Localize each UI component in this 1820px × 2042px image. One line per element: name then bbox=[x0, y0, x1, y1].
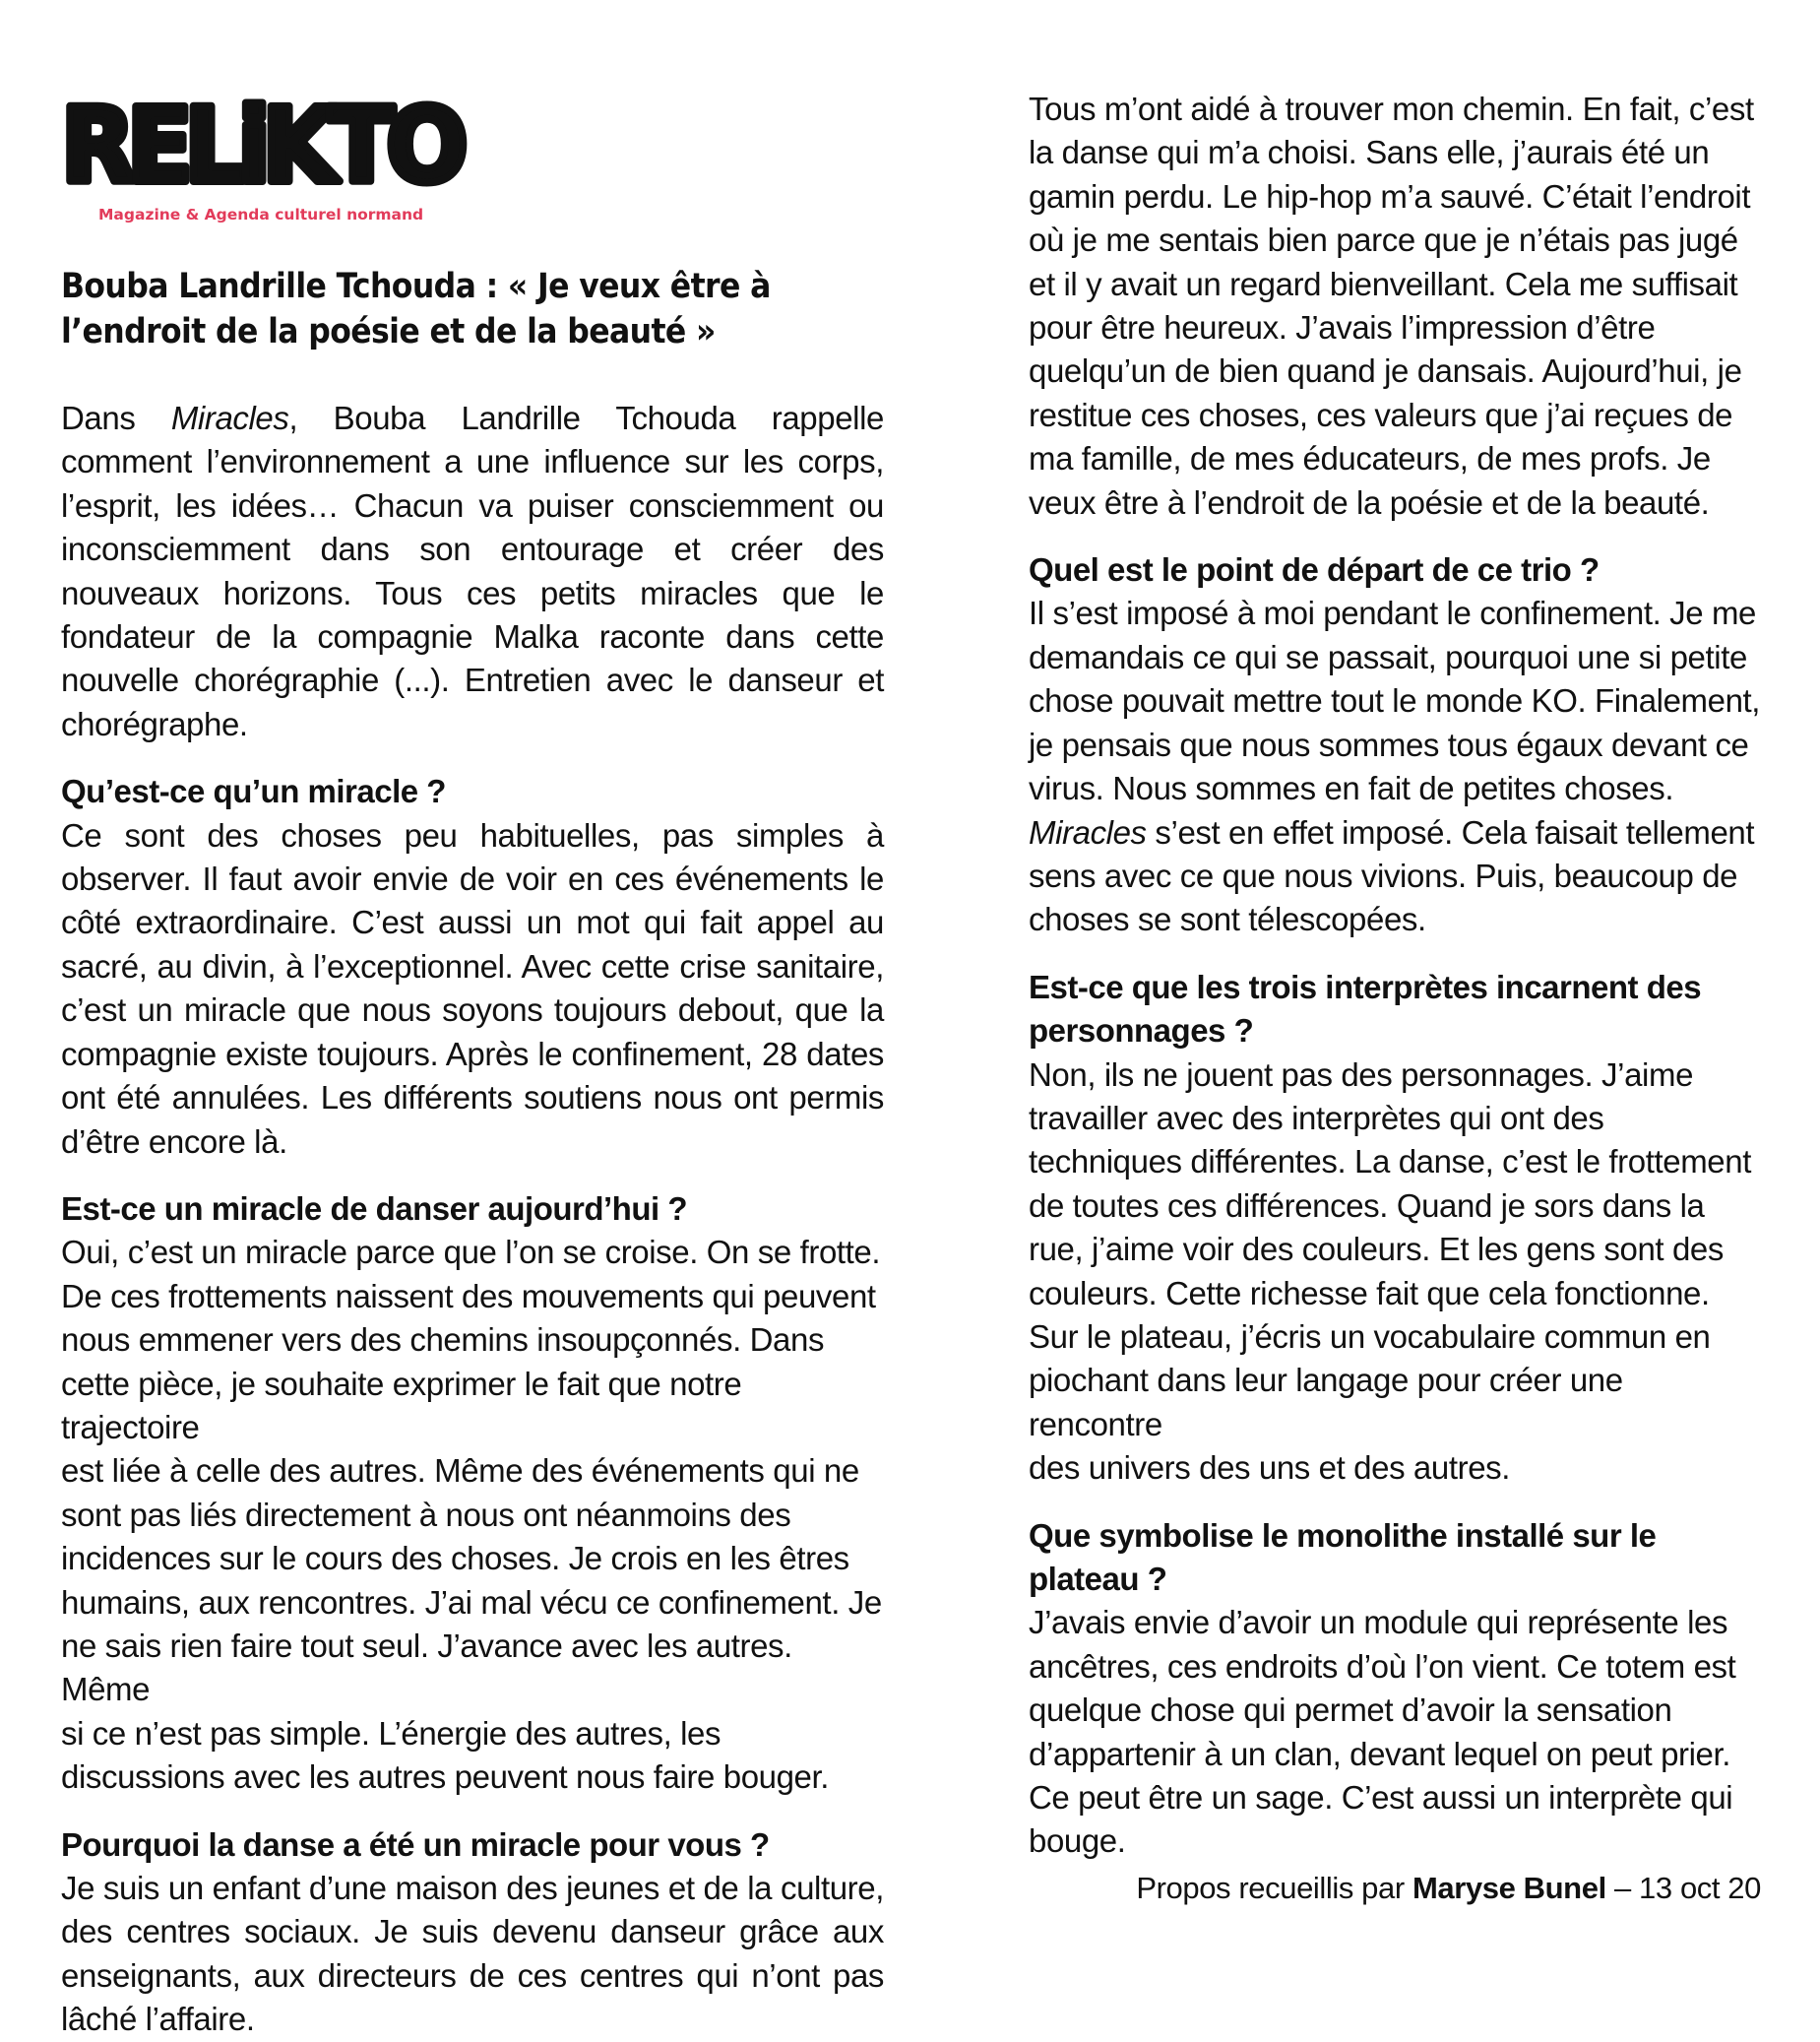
answer-2-line: De ces frottements naissent des mouvements qui peuvent bbox=[61, 1277, 876, 1314]
answer-3-line: ma famille, de mes éducateurs, de mes profs. Je bbox=[1029, 440, 1711, 478]
question-2: Est-ce un miracle de danser aujourd’hui ? bbox=[61, 1189, 687, 1227]
answer-3-part-2 bbox=[1029, 88, 1762, 525]
answer-2-line: discussions avec les autres peuvent nous faire bouger. bbox=[61, 1758, 830, 1796]
answer-4-line: demandais ce qui se passait, pourquoi une si petite bbox=[1029, 638, 1747, 675]
answer-5-line: travailler avec des interprètes qui ont des bbox=[1029, 1099, 1604, 1136]
question-3: Pourquoi la danse a été un miracle pour vous ? bbox=[61, 1825, 770, 1863]
question-5-line: personnages ? bbox=[1029, 1012, 1254, 1050]
question-6-line: Que symbolise le monolithe installé sur le bbox=[1029, 1516, 1657, 1554]
answer-5-line: Sur le plateau, j’écris un vocabulaire commun en bbox=[1029, 1317, 1711, 1355]
answer-2-line: si ce n’est pas simple. L’énergie des autres, les bbox=[61, 1714, 722, 1752]
credit-author: Maryse Bunel bbox=[1412, 1871, 1606, 1905]
answer-5-line: de toutes ces différences. Quand je sors dans la bbox=[1029, 1186, 1705, 1224]
answer-4-work-title: Miracles bbox=[1029, 813, 1147, 851]
answer-5-line: Non, ils ne jouent pas des personnages. J’aime bbox=[1029, 1055, 1694, 1093]
answer-2-line: incidences sur le cours des choses. Je crois en les êtres bbox=[61, 1540, 849, 1577]
answer-5-line: rue, j’aime voir des couleurs. Et les gens sont des bbox=[1029, 1231, 1724, 1268]
answer-6-line: quelque chose qui permet d’avoir la sensation bbox=[1029, 1691, 1672, 1729]
answer-6-line: J’avais envie d’avoir un module qui représente les bbox=[1029, 1604, 1728, 1641]
credit-prefix: Propos recueillis par bbox=[1136, 1871, 1412, 1905]
left-column bbox=[61, 397, 884, 2042]
question-6 bbox=[1029, 1514, 1762, 1602]
answer-4-line: choses se sont télescopées. bbox=[1029, 901, 1426, 938]
title-line-1: Bouba Landrille Tchouda : « Je veux être à bbox=[61, 267, 771, 306]
answer-2-line: est liée à celle des autres. Même des événements qui ne bbox=[61, 1452, 859, 1490]
answer-2-line: ne sais rien faire tout seul. J’avance avec les autres. Même bbox=[61, 1627, 792, 1708]
question-1: Qu’est-ce qu’un miracle ? bbox=[61, 773, 446, 810]
intro-text-start: Dans bbox=[61, 400, 171, 436]
intro-paragraph bbox=[61, 397, 884, 746]
answer-4-line bbox=[1029, 811, 1762, 855]
question-5 bbox=[1029, 966, 1762, 1053]
answer-5-line: techniques différentes. La danse, c’est le frottement bbox=[1029, 1143, 1751, 1181]
intro-work-title: Miracles bbox=[170, 400, 289, 436]
intro-text-rest: , Bouba Landrille Tchouda rappelle comment l’environnement a une influence sur les corps, l’esprit, les idées… Chacun va puiser consciemment ou inconsciemment dans son entourage et créer des nouveaux horizons. Tous ces petits miracles que le fondateur de la compagnie Malka raconte dans cette nouvelle chorégraphie (...). Entretien avec le danseur et chorégraphe. bbox=[61, 400, 884, 742]
answer-2-line: humains, aux rencontres. J’ai mal vécu ce confinement. Je bbox=[61, 1583, 882, 1621]
answer-2-line: Oui, c’est un miracle parce que l’on se croise. On se frotte. bbox=[61, 1234, 881, 1271]
answer-4-line: virus. Nous sommes en fait de petites choses. bbox=[1029, 770, 1674, 807]
relikto-wordmark bbox=[61, 77, 474, 205]
answer-5 bbox=[1029, 1053, 1762, 1491]
credit-date: – 13 oct 20 bbox=[1605, 1871, 1761, 1905]
wordmark-text: RELiKTO bbox=[61, 86, 465, 205]
question-4: Quel est le point de départ de ce trio ? bbox=[1029, 551, 1600, 589]
answer-2 bbox=[61, 1231, 884, 1799]
answer-3-line: restitue ces choses, ces valeurs que j’ai reçues de bbox=[1029, 396, 1733, 433]
question-6-line: plateau ? bbox=[1029, 1561, 1167, 1597]
answer-6-line: bouge. bbox=[1029, 1822, 1126, 1860]
answer-3-line: veux être à l’endroit de la poésie et de la beauté. bbox=[1029, 483, 1710, 521]
answer-5-line: couleurs. Cette richesse fait que cela fonctionne. bbox=[1029, 1274, 1710, 1311]
article-credit bbox=[1136, 1869, 1761, 1908]
answer-2-line: sont pas liés directement à nous ont néanmoins des bbox=[61, 1496, 791, 1533]
title-line-2: l’endroit de la poésie et de la beauté » bbox=[61, 312, 716, 351]
answer-4-line: sens avec ce que nous vivions. Puis, beaucoup de bbox=[1029, 857, 1738, 894]
answer-4-line-rest: s’est en effet imposé. Cela faisait tellement bbox=[1146, 813, 1755, 851]
answer-5-line: des univers des uns et des autres. bbox=[1029, 1449, 1511, 1487]
answer-6-line: Ce peut être un sage. C’est aussi un interprète qui bbox=[1029, 1779, 1733, 1817]
answer-4-line: je pensais que nous sommes tous égaux devant ce bbox=[1029, 726, 1749, 763]
right-column bbox=[1029, 88, 1762, 1864]
logo-tagline: Magazine & Agenda culturel normand bbox=[98, 206, 424, 223]
relikto-logo bbox=[61, 77, 474, 234]
question-5-line: Est-ce que les trois interprètes incarnent des bbox=[1029, 968, 1702, 1005]
answer-4-line: Il s’est imposé à moi pendant le confinement. Je me bbox=[1029, 595, 1756, 632]
answer-2-line: cette pièce, je souhaite exprimer le fait que notre trajectoire bbox=[61, 1365, 742, 1445]
answer-2-line: nous emmener vers des chemins insoupçonnés. Dans bbox=[61, 1321, 825, 1359]
answer-6-line: d’appartenir à un clan, devant lequel on peut prier. bbox=[1029, 1735, 1731, 1772]
answer-5-line: piochant dans leur langage pour créer une rencontre bbox=[1029, 1362, 1623, 1442]
article-title bbox=[61, 264, 884, 354]
answer-3-line: quelqu’un de bien quand je dansais. Aujourd’hui, je bbox=[1029, 352, 1742, 390]
answer-4-line: chose pouvait mettre tout le monde KO. Finalement, bbox=[1029, 682, 1761, 720]
answer-3-line: et il y avait un regard bienveillant. Cela me suffisait bbox=[1029, 265, 1738, 302]
answer-3-line: Tous m’ont aidé à trouver mon chemin. En fait, c’est bbox=[1029, 91, 1754, 127]
answer-3-line: pour être heureux. J’avais l’impression d’être bbox=[1029, 309, 1656, 347]
answer-3-line: où je me sentais bien parce que je n’étais pas jugé bbox=[1029, 222, 1738, 259]
answer-4 bbox=[1029, 592, 1762, 941]
answer-6-line: ancêtres, ces endroits d’où l’on vient. Ce totem est bbox=[1029, 1647, 1736, 1685]
answer-3-line: gamin perdu. Le hip-hop m’a sauvé. C’était l’endroit bbox=[1029, 177, 1751, 215]
answer-3-part-1: Je suis un enfant d’une maison des jeunes et de la culture, des centres sociaux. Je suis devenu danseur grâce aux enseignants, aux directeurs de ces centres qui n’ont pas lâché l’affaire. bbox=[61, 1870, 884, 2038]
answer-6 bbox=[1029, 1601, 1762, 1863]
answer-3-line: la danse qui m’a choisi. Sans elle, j’aurais été un bbox=[1029, 134, 1710, 171]
answer-1: Ce sont des choses peu habituelles, pas simples à observer. Il faut avoir envie de voir en ces événements le côté extraordinaire. C’est aussi un mot qui fait appel au sacré, au divin, à l’exceptionnel. Avec cette crise sanitaire, c’est un miracle que nous soyons toujours debout, que la compagnie existe toujours. Après le confinement, 28 dates ont été annulées. Les différents soutiens nous ont permis d’être encore là. bbox=[61, 816, 884, 1160]
